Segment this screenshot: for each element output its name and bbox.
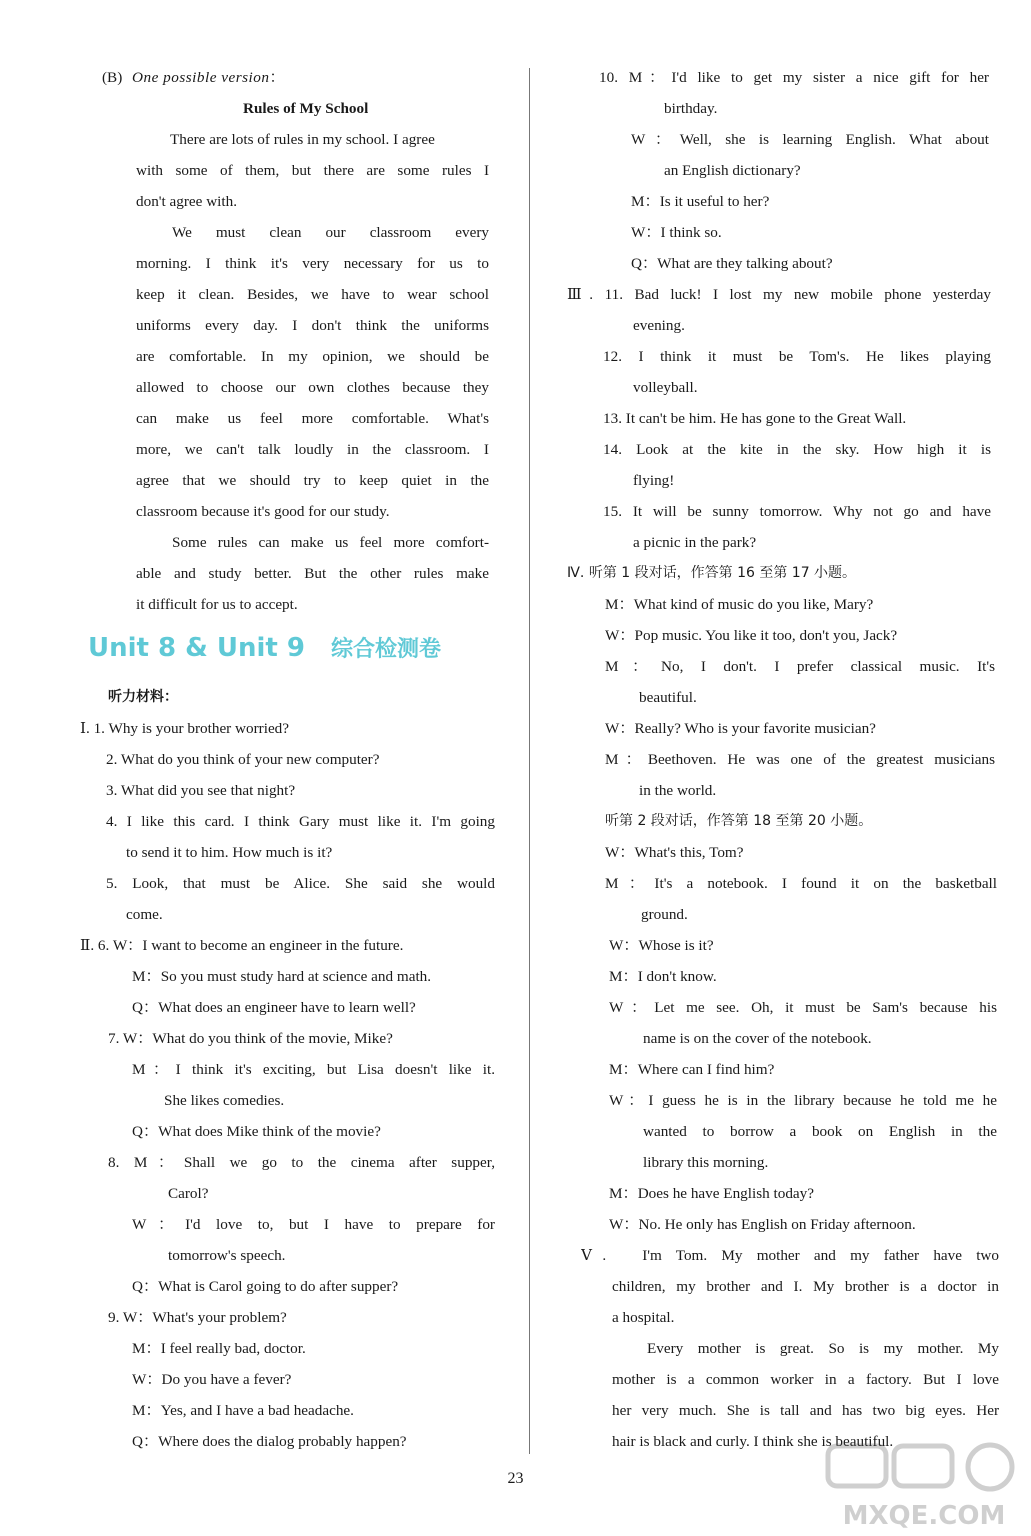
script-line: volleyball. <box>633 379 698 396</box>
essay-label-italic: One possible version <box>132 69 270 86</box>
script-line: Ⅰ. 1. Why is your brother worried? <box>80 720 290 737</box>
script-line: M：Yes, and I have a bad headache. <box>132 1402 354 1419</box>
script-line: name is on the cover of the notebook. <box>643 1030 872 1047</box>
script-line: W：Do you have a fever? <box>132 1371 292 1388</box>
script-line: M：I feel really bad, doctor. <box>132 1340 306 1357</box>
script-line: 2. What do you think of your new computer? <box>106 751 380 768</box>
script-line: flying! <box>633 472 675 489</box>
script-line: M：Beethoven. He was one of the greatest musicians <box>605 751 995 768</box>
script-line: Ⅲ. 11. Bad luck! I lost my new mobile phone yesterday <box>567 286 991 303</box>
essay-line: keep it clean. Besides, we have to wear school <box>136 286 489 303</box>
script-line: M：Is it useful to her? <box>631 193 770 210</box>
script-line: ground. <box>641 906 688 923</box>
script-line: birthday. <box>664 100 718 117</box>
script-line: 8. M：Shall we go to the cinema after supper, <box>108 1154 495 1171</box>
essay-label <box>102 62 285 93</box>
script-line: Q：What does Mike think of the movie? <box>132 1123 381 1140</box>
watermark-shape <box>894 1446 952 1486</box>
section-title-unit: Unit 8 & Unit 9 <box>88 633 305 663</box>
script-line: come. <box>126 906 163 923</box>
essay-line: with some of them, but there are some rules I <box>136 162 489 179</box>
essay-line: able and study better. But the other rules make <box>136 565 489 582</box>
script-line: Every mother is great. So is my mother. My <box>647 1340 999 1357</box>
script-line: She likes comedies. <box>164 1092 285 1109</box>
script-line: tomorrow's speech. <box>168 1247 286 1264</box>
essay-line: There are lots of rules in my school. I agree <box>170 131 435 148</box>
essay-line: agree that we should try to keep quiet in the <box>136 472 489 489</box>
script-line: 4. I like this card. I think Gary must like it. I'm going <box>106 813 495 830</box>
script-line: W：Let me see. Oh, it must be Sam's because his <box>609 999 997 1016</box>
script-line: 15. It will be sunny tomorrow. Why not go and have <box>603 503 991 520</box>
section-title-chinese: 综合检测卷 <box>331 637 442 662</box>
listening-heading: 听力材料： <box>108 689 178 705</box>
essay-line: don't agree with. <box>136 193 238 210</box>
script-line: W：Whose is it? <box>609 937 714 954</box>
essay-title: Rules of My School <box>243 100 369 117</box>
script-line: wanted to borrow a book on English in the <box>643 1123 997 1140</box>
watermark-shape <box>968 1445 1012 1489</box>
script-line: 5. Look, that must be Alice. She said she would <box>106 875 495 892</box>
script-line: 10. M：I'd like to get my sister a nice gift for her <box>599 69 989 86</box>
script-line: M：It's a notebook. I found it on the basketball <box>605 875 997 892</box>
script-line: M：Does he have English today? <box>609 1185 814 1202</box>
script-line: Q：What does an engineer have to learn well? <box>132 999 416 1016</box>
script-line: 13. It can't be him. He has gone to the Great Wall. <box>603 410 907 427</box>
script-line: a hospital. <box>612 1309 675 1326</box>
script-line: children, my brother and I. My brother is a doctor in <box>612 1278 999 1295</box>
script-line: W：No. He only has English on Friday afternoon. <box>609 1216 916 1233</box>
column-divider <box>529 68 530 1454</box>
script-line: W：Pop music. You like it too, don't you, Jack? <box>605 627 898 644</box>
script-line: W：What's this, Tom? <box>605 844 744 861</box>
script-line: 3. What did you see that night? <box>106 782 296 799</box>
script-line: mother is a common worker in a factory. But I love <box>612 1371 999 1388</box>
script-line: Ⅳ. 听第 1 段对话，作答第 16 至第 17 小题。 <box>567 565 857 581</box>
script-line: W：Well, she is learning English. What about <box>631 131 989 148</box>
essay-line: morning. I think it's very necessary for us to <box>136 255 489 272</box>
script-line: 14. Look at the kite in the sky. How high it is <box>603 441 991 458</box>
script-line: M：What kind of music do you like, Mary? <box>605 596 874 613</box>
script-line: 12. I think it must be Tom's. He likes playing <box>603 348 991 365</box>
watermark-logo <box>822 1440 1027 1532</box>
essay-line: allowed to choose our own clothes because they <box>136 379 489 396</box>
script-line: Carol? <box>168 1185 209 1202</box>
page-number: 23 <box>507 1470 524 1487</box>
watermark-shape <box>828 1446 886 1486</box>
script-line: M：I don't know. <box>609 968 717 985</box>
script-line: 听第 2 段对话，作答第 18 至第 20 小题。 <box>605 813 873 829</box>
essay-line: classroom because it's good for our study. <box>136 503 390 520</box>
script-line: W：I guess he is in the library because he told me he <box>609 1092 997 1109</box>
essay-line: more, we can't talk loudly in the classroom. I <box>136 441 489 458</box>
script-line: M：No, I don't. I prefer classical music. It's <box>605 658 995 675</box>
script-line: an English dictionary? <box>664 162 801 179</box>
essay-label-prefix: (B) <box>102 69 123 86</box>
script-line: beautiful. <box>639 689 697 706</box>
script-line: M：Where can I find him? <box>609 1061 775 1078</box>
script-line: Q：What are they talking about? <box>631 255 833 272</box>
section-title <box>88 628 441 668</box>
script-line: 7. W：What do you think of the movie, Mike? <box>108 1030 393 1047</box>
script-line: evening. <box>633 317 685 334</box>
script-line: W：I'd love to, but I have to prepare for <box>132 1216 495 1233</box>
script-line: Q：Where does the dialog probably happen? <box>132 1433 407 1450</box>
watermark-text: MXQE.COM <box>842 1501 1006 1531</box>
script-line: her very much. She is tall and has two big eyes. Her <box>612 1402 999 1419</box>
script-line: library this morning. <box>643 1154 769 1171</box>
script-line: hair is black and curly. I think she is beautiful. <box>612 1433 894 1450</box>
script-line: Ⅱ. 6. W：I want to become an engineer in the future. <box>80 937 404 954</box>
script-line: in the world. <box>639 782 717 799</box>
essay-line: can make us feel more comfortable. What's <box>136 410 489 427</box>
script-line: a picnic in the park? <box>633 534 757 551</box>
script-line: Q：What is Carol going to do after supper? <box>132 1278 399 1295</box>
script-line: Ⅴ. I'm Tom. My mother and my father have two <box>581 1247 999 1264</box>
script-line: W：I think so. <box>631 224 722 241</box>
script-line: W：Really? Who is your favorite musician? <box>605 720 876 737</box>
script-line: M：I think it's exciting, but Lisa doesn't like it. <box>132 1061 495 1078</box>
essay-line: are comfortable. In my opinion, we should be <box>136 348 489 365</box>
essay-label-suffix: ： <box>269 69 285 86</box>
essay-line: it difficult for us to accept. <box>136 596 298 613</box>
script-line: M：So you must study hard at science and math. <box>132 968 432 985</box>
script-line: 9. W：What's your problem? <box>108 1309 287 1326</box>
essay-line: uniforms every day. I don't think the uniforms <box>136 317 489 334</box>
essay-line: Some rules can make us feel more comfort- <box>172 534 489 551</box>
essay-line: We must clean our classroom every <box>172 224 489 241</box>
script-line: to send it to him. How much is it? <box>126 844 333 861</box>
